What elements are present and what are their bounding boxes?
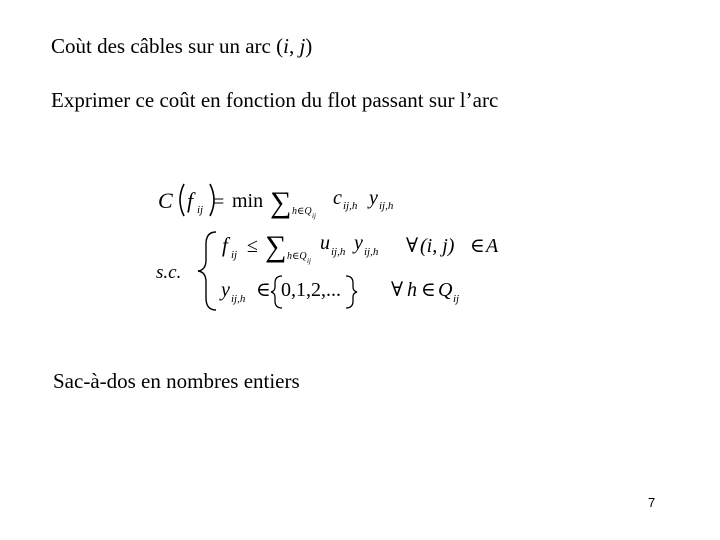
- formula-eq: =: [213, 191, 225, 213]
- paren-left: [180, 184, 184, 216]
- sigma-2: ∑: [265, 230, 287, 263]
- formula-in-2: ∈: [256, 279, 271, 301]
- formula-min: min: [232, 190, 264, 212]
- sigma-1: ∑: [270, 186, 292, 219]
- formula-c: c: [333, 187, 342, 209]
- formula-y-3: y: [221, 279, 230, 301]
- formula-Q-sub: ij: [453, 293, 460, 305]
- forall-1: ∀: [406, 235, 419, 257]
- formula-leq: ≤: [247, 235, 258, 257]
- formula-y-1: y: [369, 187, 378, 209]
- title-suffix: ): [305, 34, 313, 58]
- formula-in-1: ∈: [470, 235, 485, 257]
- forall-2: ∀: [391, 279, 404, 301]
- formula-f: f: [187, 188, 194, 213]
- slide-subtitle: Exprimer ce coût en fonction du flot passant sur l’arc: [51, 88, 499, 112]
- formula-u: u: [320, 232, 330, 254]
- cost-formula: [150, 172, 530, 332]
- formula-y-2-sub: ij,h: [364, 246, 379, 258]
- page-number: 7: [648, 495, 656, 510]
- formula-in-3: ∈: [421, 279, 436, 301]
- formula-y-2: y: [354, 232, 363, 254]
- title-i: i: [283, 34, 289, 58]
- formula-y-1-sub: ij,h: [379, 200, 394, 212]
- formula-c-sub: ij,h: [343, 200, 358, 212]
- formula-f-2: f: [222, 233, 228, 257]
- slide-title: [51, 34, 312, 59]
- sigma-1-index-sub: ij: [312, 212, 316, 220]
- brace: [198, 232, 216, 310]
- sigma-2-index-sub: ij: [307, 257, 311, 265]
- formula-set: 0,1,2,...: [281, 279, 341, 301]
- formula-u-sub: ij,h: [331, 246, 346, 258]
- conclusion-text: Sac-à-dos en nombres entiers: [53, 369, 300, 393]
- formula-f-2-sub: ij: [231, 249, 238, 261]
- set-brace-right: [346, 276, 357, 308]
- sigma-1-index: h∈Q: [292, 206, 312, 217]
- title-text: Coùt des câbles sur un arc (: [51, 34, 284, 58]
- formula-pair: (i, j): [420, 235, 455, 257]
- formula-h: h: [407, 279, 417, 301]
- title-sep: ,: [288, 34, 300, 58]
- formula-f-sub: ij: [197, 204, 204, 216]
- formula-A: A: [486, 235, 499, 257]
- formula-Q: Q: [438, 279, 453, 301]
- formula-y-3-sub: ij,h: [231, 293, 246, 305]
- formula-C: C: [158, 188, 173, 213]
- title-j: j: [299, 34, 306, 58]
- formula-sc: s.c.: [156, 262, 182, 283]
- sigma-2-index: h∈Q: [287, 251, 307, 262]
